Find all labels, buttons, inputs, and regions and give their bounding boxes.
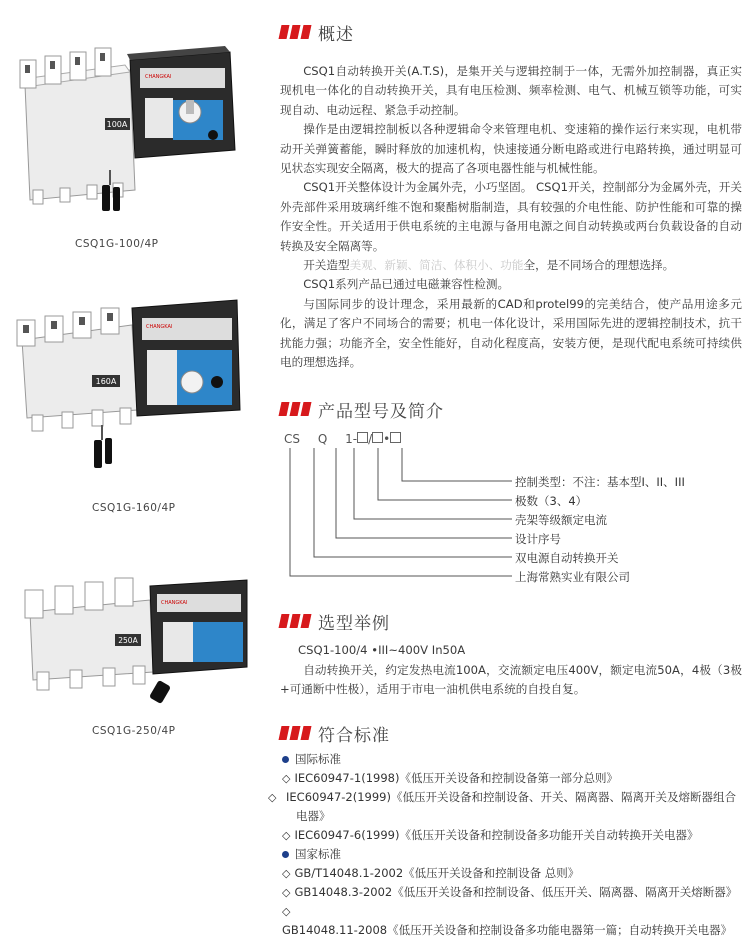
product-caption-160: CSQ1G-160/4P xyxy=(92,502,176,514)
national-heading-row xyxy=(282,845,742,864)
diamond-icon: ◇ xyxy=(282,867,291,880)
bullet-icon xyxy=(282,851,289,858)
overview-title: 概述 xyxy=(318,24,354,45)
model-label-current: 壳架等级额定电流 xyxy=(515,513,607,527)
example-title: 选型举例 xyxy=(318,613,390,634)
overview-header xyxy=(280,20,354,44)
rating-label: 250A xyxy=(118,636,138,645)
model-connector-lines xyxy=(280,446,520,586)
model-title: 产品型号及简介 xyxy=(318,401,444,422)
code-box-poles xyxy=(372,432,383,443)
product-image-160a xyxy=(12,290,247,480)
red-bars-icon xyxy=(280,726,310,740)
intl-item-text: IEC60947-6(1999)《低压开关设备和控制设备多功能开关自动转换开关电器》 xyxy=(294,828,699,842)
product-image-100a xyxy=(15,40,250,225)
model-header xyxy=(280,397,444,421)
example-header xyxy=(280,609,390,633)
overview-p4-faint: 美观、新颖、简洁、体积小、功能 xyxy=(349,258,524,273)
standards-title: 符合标准 xyxy=(318,725,390,746)
red-bars-icon xyxy=(280,402,310,416)
brand-label: CHANGKAI xyxy=(146,324,173,330)
overview-p4-a: 开关造型 xyxy=(303,258,350,273)
red-bars-icon xyxy=(280,614,310,628)
national-item-text: GB14048.3-2002《低压开关设备和控制设备、低压开关、隔离器、隔离开关熔断器》 xyxy=(294,885,738,899)
model-label-poles: 极数（3、4） xyxy=(515,494,588,508)
example-line1: CSQ1-100/4 •III~400V In50A xyxy=(298,643,466,657)
product-caption-100: CSQ1G-100/4P xyxy=(75,238,159,250)
product-image-250a xyxy=(15,572,250,707)
overview-p4 xyxy=(280,256,742,275)
brand-label: CHANGKAI xyxy=(161,600,188,606)
standards-list xyxy=(268,750,742,940)
intl-item xyxy=(282,769,742,788)
rating-label: 100A xyxy=(106,120,128,129)
model-label-control: 控制类型：不注：基本型I、II、III xyxy=(515,475,685,489)
rating-label: 160A xyxy=(95,377,117,386)
red-bars-icon xyxy=(280,25,310,39)
model-label-company: 上海常熟实业有限公司 xyxy=(515,570,630,584)
example-line2: 自动转换开关，约定发热电流100A，交流额定电压400V，额定电流50A，4极（3极+可通断中性极），适用于市电一油机供电系统的自投自复。 xyxy=(280,663,742,697)
code-1: 1- xyxy=(345,432,358,446)
standards-header xyxy=(280,721,390,745)
overview-p1: CSQ1自动转换开关(A.T.S)，是集开关与逻辑控制于一体，无需外加控制器，真正实现机电一体化的自动转换开关，具有电压检测、频率检测、电气、机械互锁等功能，可实现自动、电动远程、紧急手动控制。 xyxy=(280,64,742,117)
bullet-icon xyxy=(282,756,289,763)
diamond-icon: ◇ xyxy=(282,905,291,918)
brand-label: CHANGKAI xyxy=(145,74,172,80)
code-slash: / xyxy=(368,432,373,446)
national-item-text: GB14048.11-2008《低压开关设备和控制设备多功能电器第一篇；自动转换开关电器》 xyxy=(282,923,733,937)
overview-p6: 与国际同步的设计理念，采用最新的CAD和protel99的完美结合，使产品用途多元化，满足了客户不同场合的需要；机电一体化设计，采用国际先进的逻辑控制技术，抗干扰能力强；功能齐全，安全性能好，自动化程度高，安装方便，是现代配电系统可持续供电的理想选择。 xyxy=(280,296,742,370)
overview-p5: CSQ1系列产品已通过电磁兼容性检测。 xyxy=(303,277,510,292)
overview-p4-b: 全，是不同场合的理想选择。 xyxy=(523,258,675,273)
product-caption-250: CSQ1G-250/4P xyxy=(92,725,176,737)
diamond-icon: ◇ xyxy=(282,772,291,785)
intl-item: ◇ IEC60947-2(1999)《低压开关设备和控制设备、开关、隔离器、隔离开关及熔断器组合电器》 xyxy=(268,790,736,823)
code-q: Q xyxy=(317,432,328,446)
national-item-text: GB/T14048.1-2002《低压开关设备和控制设备 总则》 xyxy=(294,866,580,880)
code-dot: • xyxy=(383,432,391,446)
model-code xyxy=(284,432,401,446)
code-box-current xyxy=(357,432,368,443)
overview-text xyxy=(280,62,742,373)
intl-heading: 国际标准 xyxy=(295,752,341,766)
intl-item xyxy=(282,826,742,845)
national-item xyxy=(282,902,742,940)
diamond-icon: ◇ xyxy=(282,829,291,842)
intl-heading-row xyxy=(282,750,742,769)
intl-item-text: IEC60947-1(1998)《低压开关设备和控制设备第一部分总则》 xyxy=(294,771,618,785)
national-item xyxy=(282,883,742,902)
model-label-ats: 双电源自动转换开关 xyxy=(515,551,619,565)
overview-p2: 操作是由逻辑控制板以各种逻辑命令来管理电机、变速箱的操作运行来实现，电机带动开关弹簧蓄能，瞬时释放的加速机构，快速接通分断电路或进行电路转换，通过明显可见状态实现安全隔离，极大的提高了各项电器性能与机械性能。 xyxy=(280,122,742,176)
diamond-icon: ◇ xyxy=(282,886,291,899)
code-box-type xyxy=(390,432,401,443)
intl-item-text: IEC60947-2(1999)《低压开关设备和控制设备、开关、隔离器、隔离开关及熔断器组合电器》 xyxy=(286,790,736,823)
national-heading: 国家标准 xyxy=(295,847,341,861)
model-label-design: 设计序号 xyxy=(515,532,561,546)
overview-p3: CSQ1开关整体设计为金属外壳，小巧坚固。 CSQ1开关，控制部分为金属外壳，开关外壳部件采用玻璃纤维不饱和聚酯树脂制造，具有较强的介电性能、防护性能和可靠的操作安全性。开关适用于供电系统的主电源与备用电源之间自动转换或两台负载设备的自动转换及安全隔离等。 xyxy=(280,180,742,253)
national-item xyxy=(282,864,742,883)
code-cs: CS xyxy=(284,432,300,446)
